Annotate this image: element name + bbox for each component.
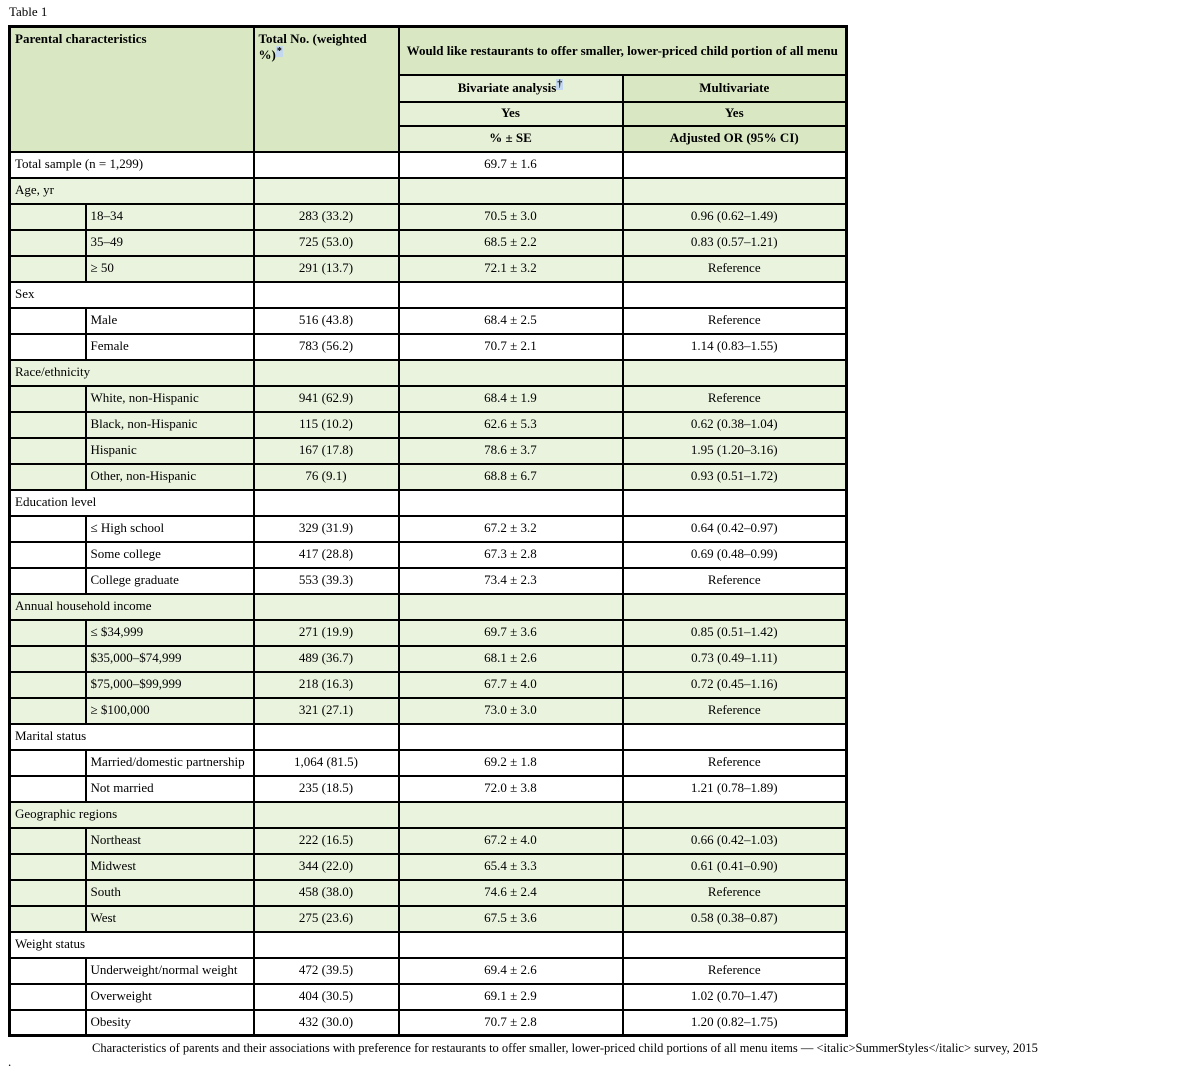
row-or: Reference bbox=[623, 256, 847, 282]
row-label: Female bbox=[86, 334, 254, 360]
row-pct bbox=[399, 360, 623, 386]
trailing-period: . bbox=[8, 1054, 12, 1069]
row-pct bbox=[399, 802, 623, 828]
row-indent-cell bbox=[10, 334, 86, 360]
row-total: 76 (9.1) bbox=[254, 464, 399, 490]
table-row bbox=[10, 204, 847, 230]
table-row bbox=[10, 230, 847, 256]
row-label: Total sample (n = 1,299) bbox=[10, 152, 254, 178]
row-pct bbox=[399, 724, 623, 750]
row-total: 271 (19.9) bbox=[254, 620, 399, 646]
row-pct: 65.4 ± 3.3 bbox=[399, 854, 623, 880]
row-label: Underweight/normal weight bbox=[86, 958, 254, 984]
row-or bbox=[623, 360, 847, 386]
row-pct: 68.1 ± 2.6 bbox=[399, 646, 623, 672]
row-label: Marital status bbox=[10, 724, 254, 750]
table-row bbox=[10, 152, 847, 178]
row-total: 417 (28.8) bbox=[254, 542, 399, 568]
row-pct: 69.4 ± 2.6 bbox=[399, 958, 623, 984]
row-label: Overweight bbox=[86, 984, 254, 1010]
row-pct: 67.3 ± 2.8 bbox=[399, 542, 623, 568]
row-label: Geographic regions bbox=[10, 802, 254, 828]
table-number-title: Table 1 bbox=[9, 4, 48, 19]
row-total: 516 (43.8) bbox=[254, 308, 399, 334]
row-indent-cell bbox=[10, 412, 86, 438]
row-indent-cell bbox=[10, 542, 86, 568]
table-row bbox=[10, 594, 847, 620]
row-pct: 68.4 ± 1.9 bbox=[399, 386, 623, 412]
row-total bbox=[254, 152, 399, 178]
row-pct: 68.5 ± 2.2 bbox=[399, 230, 623, 256]
row-or bbox=[623, 178, 847, 204]
row-indent-cell bbox=[10, 958, 86, 984]
row-label: $35,000–$74,999 bbox=[86, 646, 254, 672]
header-total-no bbox=[254, 27, 399, 152]
row-total bbox=[254, 802, 399, 828]
row-label: College graduate bbox=[86, 568, 254, 594]
row-indent-cell bbox=[10, 386, 86, 412]
row-indent-cell bbox=[10, 464, 86, 490]
row-or: 0.96 (0.62–1.49) bbox=[623, 204, 847, 230]
row-pct: 72.1 ± 3.2 bbox=[399, 256, 623, 282]
row-label: Hispanic bbox=[86, 438, 254, 464]
table-row bbox=[10, 984, 847, 1010]
row-total: 404 (30.5) bbox=[254, 984, 399, 1010]
row-pct bbox=[399, 178, 623, 204]
row-label: ≤ $34,999 bbox=[86, 620, 254, 646]
row-label: Race/ethnicity bbox=[10, 360, 254, 386]
row-pct bbox=[399, 594, 623, 620]
row-or bbox=[623, 490, 847, 516]
row-pct: 78.6 ± 3.7 bbox=[399, 438, 623, 464]
table-row bbox=[10, 334, 847, 360]
row-or bbox=[623, 724, 847, 750]
row-indent-cell bbox=[10, 568, 86, 594]
row-total: 725 (53.0) bbox=[254, 230, 399, 256]
table-row bbox=[10, 776, 847, 802]
header-bivariate-label: Bivariate analysis bbox=[457, 79, 557, 95]
row-pct: 68.4 ± 2.5 bbox=[399, 308, 623, 334]
row-label: Annual household income bbox=[10, 594, 254, 620]
row-total bbox=[254, 360, 399, 386]
row-indent-cell bbox=[10, 698, 86, 724]
row-or: 0.61 (0.41–0.90) bbox=[623, 854, 847, 880]
table-row bbox=[10, 828, 847, 854]
characteristics-table bbox=[8, 25, 848, 1037]
table-row bbox=[10, 880, 847, 906]
asterisk-footnote-marker[interactable]: * bbox=[276, 45, 282, 57]
row-or bbox=[623, 152, 847, 178]
table-row bbox=[10, 1010, 847, 1036]
row-indent-cell bbox=[10, 750, 86, 776]
header-multivariate: Multivariate bbox=[623, 75, 847, 102]
row-indent-cell bbox=[10, 776, 86, 802]
row-indent-cell bbox=[10, 308, 86, 334]
row-label: Education level bbox=[10, 490, 254, 516]
header-total-no-label: Total No. (weighted %) bbox=[258, 31, 367, 63]
row-indent-cell bbox=[10, 828, 86, 854]
row-or: 1.02 (0.70–1.47) bbox=[623, 984, 847, 1010]
row-or: 0.69 (0.48–0.99) bbox=[623, 542, 847, 568]
row-total bbox=[254, 932, 399, 958]
row-pct: 69.2 ± 1.8 bbox=[399, 750, 623, 776]
row-indent-cell bbox=[10, 256, 86, 282]
row-or: Reference bbox=[623, 698, 847, 724]
row-label: Northeast bbox=[86, 828, 254, 854]
row-label: Some college bbox=[86, 542, 254, 568]
row-total: 783 (56.2) bbox=[254, 334, 399, 360]
table-row bbox=[10, 698, 847, 724]
row-label: White, non-Hispanic bbox=[86, 386, 254, 412]
row-pct: 67.5 ± 3.6 bbox=[399, 906, 623, 932]
row-total bbox=[254, 178, 399, 204]
row-pct bbox=[399, 932, 623, 958]
table-caption: Characteristics of parents and their associations with preference for restaurants to offer smaller, lower-priced child portions of all menu items — <italic>SummerStyles</italic> survey, 2015 bbox=[92, 1041, 1038, 1055]
table-row bbox=[10, 958, 847, 984]
row-total: 283 (33.2) bbox=[254, 204, 399, 230]
header-bivariate-yes: Yes bbox=[399, 102, 623, 126]
row-total: 115 (10.2) bbox=[254, 412, 399, 438]
row-pct bbox=[399, 490, 623, 516]
row-total: 321 (27.1) bbox=[254, 698, 399, 724]
row-total: 1,064 (81.5) bbox=[254, 750, 399, 776]
header-bivariate-analysis bbox=[399, 75, 623, 102]
row-label: Not married bbox=[86, 776, 254, 802]
row-total: 291 (13.7) bbox=[254, 256, 399, 282]
row-indent-cell bbox=[10, 230, 86, 256]
row-label: Obesity bbox=[86, 1010, 254, 1036]
table-body bbox=[10, 152, 847, 1036]
row-indent-cell bbox=[10, 438, 86, 464]
row-total: 941 (62.9) bbox=[254, 386, 399, 412]
header-span-question: Would like restaurants to offer smaller, lower-priced child portion of all menu bbox=[399, 27, 847, 75]
table-row bbox=[10, 256, 847, 282]
row-pct: 70.7 ± 2.8 bbox=[399, 1010, 623, 1036]
row-indent-cell bbox=[10, 646, 86, 672]
row-total: 235 (18.5) bbox=[254, 776, 399, 802]
table-row bbox=[10, 490, 847, 516]
row-or: 0.73 (0.49–1.11) bbox=[623, 646, 847, 672]
row-total: 329 (31.9) bbox=[254, 516, 399, 542]
table-row bbox=[10, 360, 847, 386]
row-label: Midwest bbox=[86, 854, 254, 880]
table-row bbox=[10, 932, 847, 958]
table-row bbox=[10, 308, 847, 334]
table-row bbox=[10, 672, 847, 698]
row-pct: 68.8 ± 6.7 bbox=[399, 464, 623, 490]
row-label: Black, non-Hispanic bbox=[86, 412, 254, 438]
row-label: Other, non-Hispanic bbox=[86, 464, 254, 490]
row-label: Male bbox=[86, 308, 254, 334]
row-label: 35–49 bbox=[86, 230, 254, 256]
table-row bbox=[10, 854, 847, 880]
row-indent-cell bbox=[10, 672, 86, 698]
row-or: 0.62 (0.38–1.04) bbox=[623, 412, 847, 438]
row-pct: 70.7 ± 2.1 bbox=[399, 334, 623, 360]
row-pct: 67.2 ± 3.2 bbox=[399, 516, 623, 542]
row-indent-cell bbox=[10, 854, 86, 880]
row-or: Reference bbox=[623, 386, 847, 412]
row-or: 0.72 (0.45–1.16) bbox=[623, 672, 847, 698]
row-total: 167 (17.8) bbox=[254, 438, 399, 464]
row-or: 0.66 (0.42–1.03) bbox=[623, 828, 847, 854]
row-total: 458 (38.0) bbox=[254, 880, 399, 906]
row-total bbox=[254, 282, 399, 308]
row-or: 1.20 (0.82–1.75) bbox=[623, 1010, 847, 1036]
row-label: West bbox=[86, 906, 254, 932]
header-multivariate-yes: Yes bbox=[623, 102, 847, 126]
row-or bbox=[623, 932, 847, 958]
row-pct: 73.4 ± 2.3 bbox=[399, 568, 623, 594]
row-label: $75,000–$99,999 bbox=[86, 672, 254, 698]
row-total: 432 (30.0) bbox=[254, 1010, 399, 1036]
table-row bbox=[10, 178, 847, 204]
table-header bbox=[10, 27, 847, 152]
row-label: ≤ High school bbox=[86, 516, 254, 542]
table-row bbox=[10, 620, 847, 646]
row-indent-cell bbox=[10, 620, 86, 646]
row-label: South bbox=[86, 880, 254, 906]
row-total: 222 (16.5) bbox=[254, 828, 399, 854]
table-row bbox=[10, 464, 847, 490]
header-adjusted-or: Adjusted OR (95% CI) bbox=[623, 126, 847, 152]
row-label: Weight status bbox=[10, 932, 254, 958]
row-pct: 74.6 ± 2.4 bbox=[399, 880, 623, 906]
row-total bbox=[254, 490, 399, 516]
table-row bbox=[10, 724, 847, 750]
row-total: 218 (16.3) bbox=[254, 672, 399, 698]
row-total: 344 (22.0) bbox=[254, 854, 399, 880]
table-row bbox=[10, 282, 847, 308]
row-or: Reference bbox=[623, 308, 847, 334]
row-or: Reference bbox=[623, 880, 847, 906]
row-label: Married/domestic partnership bbox=[86, 750, 254, 776]
row-or bbox=[623, 594, 847, 620]
row-or bbox=[623, 802, 847, 828]
row-pct: 72.0 ± 3.8 bbox=[399, 776, 623, 802]
row-pct: 70.5 ± 3.0 bbox=[399, 204, 623, 230]
row-or bbox=[623, 282, 847, 308]
row-label: ≥ 50 bbox=[86, 256, 254, 282]
row-total: 489 (36.7) bbox=[254, 646, 399, 672]
table-row bbox=[10, 386, 847, 412]
header-percent-se: % ± SE bbox=[399, 126, 623, 152]
row-label: Sex bbox=[10, 282, 254, 308]
row-or: 1.14 (0.83–1.55) bbox=[623, 334, 847, 360]
table-row bbox=[10, 412, 847, 438]
row-pct: 69.7 ± 3.6 bbox=[399, 620, 623, 646]
row-indent-cell bbox=[10, 1010, 86, 1036]
row-pct bbox=[399, 282, 623, 308]
row-total bbox=[254, 594, 399, 620]
table-row bbox=[10, 646, 847, 672]
row-or: Reference bbox=[623, 568, 847, 594]
row-pct: 62.6 ± 5.3 bbox=[399, 412, 623, 438]
row-pct: 69.1 ± 2.9 bbox=[399, 984, 623, 1010]
row-or: 0.93 (0.51–1.72) bbox=[623, 464, 847, 490]
row-indent-cell bbox=[10, 880, 86, 906]
table-row bbox=[10, 542, 847, 568]
row-total: 275 (23.6) bbox=[254, 906, 399, 932]
row-label: Age, yr bbox=[10, 178, 254, 204]
dagger-footnote-marker[interactable]: † bbox=[557, 78, 563, 90]
row-indent-cell bbox=[10, 984, 86, 1010]
row-or: Reference bbox=[623, 958, 847, 984]
row-label: ≥ $100,000 bbox=[86, 698, 254, 724]
table-row bbox=[10, 750, 847, 776]
row-pct: 67.2 ± 4.0 bbox=[399, 828, 623, 854]
row-or: 0.85 (0.51–1.42) bbox=[623, 620, 847, 646]
table-row bbox=[10, 568, 847, 594]
row-indent-cell bbox=[10, 906, 86, 932]
row-or: 0.83 (0.57–1.21) bbox=[623, 230, 847, 256]
row-or: 0.64 (0.42–0.97) bbox=[623, 516, 847, 542]
row-or: 1.95 (1.20–3.16) bbox=[623, 438, 847, 464]
table-row bbox=[10, 906, 847, 932]
table-row bbox=[10, 516, 847, 542]
row-pct: 69.7 ± 1.6 bbox=[399, 152, 623, 178]
row-total: 553 (39.3) bbox=[254, 568, 399, 594]
row-or: Reference bbox=[623, 750, 847, 776]
row-pct: 73.0 ± 3.0 bbox=[399, 698, 623, 724]
table-row bbox=[10, 802, 847, 828]
row-pct: 67.7 ± 4.0 bbox=[399, 672, 623, 698]
row-or: 1.21 (0.78–1.89) bbox=[623, 776, 847, 802]
header-parental-characteristics: Parental characteristics bbox=[10, 27, 254, 152]
row-label: 18–34 bbox=[86, 204, 254, 230]
row-total bbox=[254, 724, 399, 750]
row-or: 0.58 (0.38–0.87) bbox=[623, 906, 847, 932]
row-indent-cell bbox=[10, 204, 86, 230]
row-total: 472 (39.5) bbox=[254, 958, 399, 984]
row-indent-cell bbox=[10, 516, 86, 542]
table-row bbox=[10, 438, 847, 464]
